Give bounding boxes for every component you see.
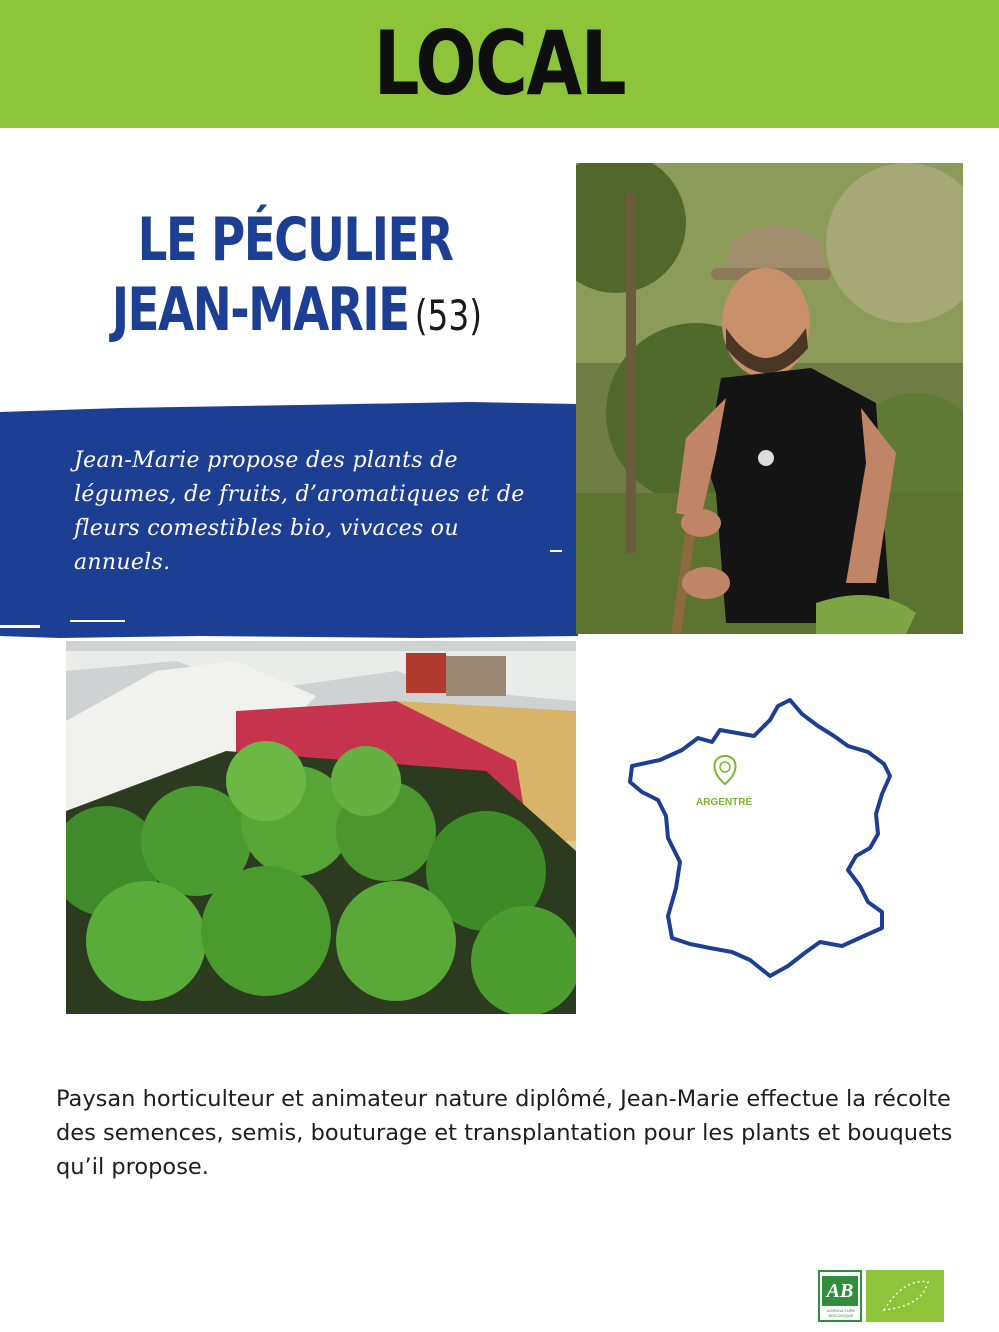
header-banner [0,0,999,128]
farmer-photo [576,163,963,634]
eu-organic-leaf-icon [866,1270,944,1322]
producer-description: Paysan horticulteur et animateur nature diplômé, Jean-Marie effectue la récolte des semences, semis, bouturage et transplantation pour les plants et bouquets qu’il propose. [56,1086,953,1180]
certification-logos [818,1270,944,1322]
producer-name-line-2 [111,275,483,351]
intro-text: Jean-Marie propose des plants de légumes, de fruits, d’aromatiques et de fleurs comestibles bio, vivaces ou annuels. [74,448,525,575]
ab-logo-text: AB [822,1276,858,1306]
department-number: (53) [414,291,483,340]
seedlings-photo [66,641,576,1014]
page-title: LOCAL [373,12,626,115]
ab-logo-caption: AGRICULTURE BIOLOGIQUE [826,1308,856,1318]
producer-name [60,205,530,351]
producer-name-surname: JEAN-MARIE [111,275,409,345]
ab-logo [818,1270,862,1322]
producer-name-line-1: LE PÉCULIER [137,205,453,275]
france-map [620,690,900,990]
map-location-label: ARGENTRÉ [696,797,753,808]
